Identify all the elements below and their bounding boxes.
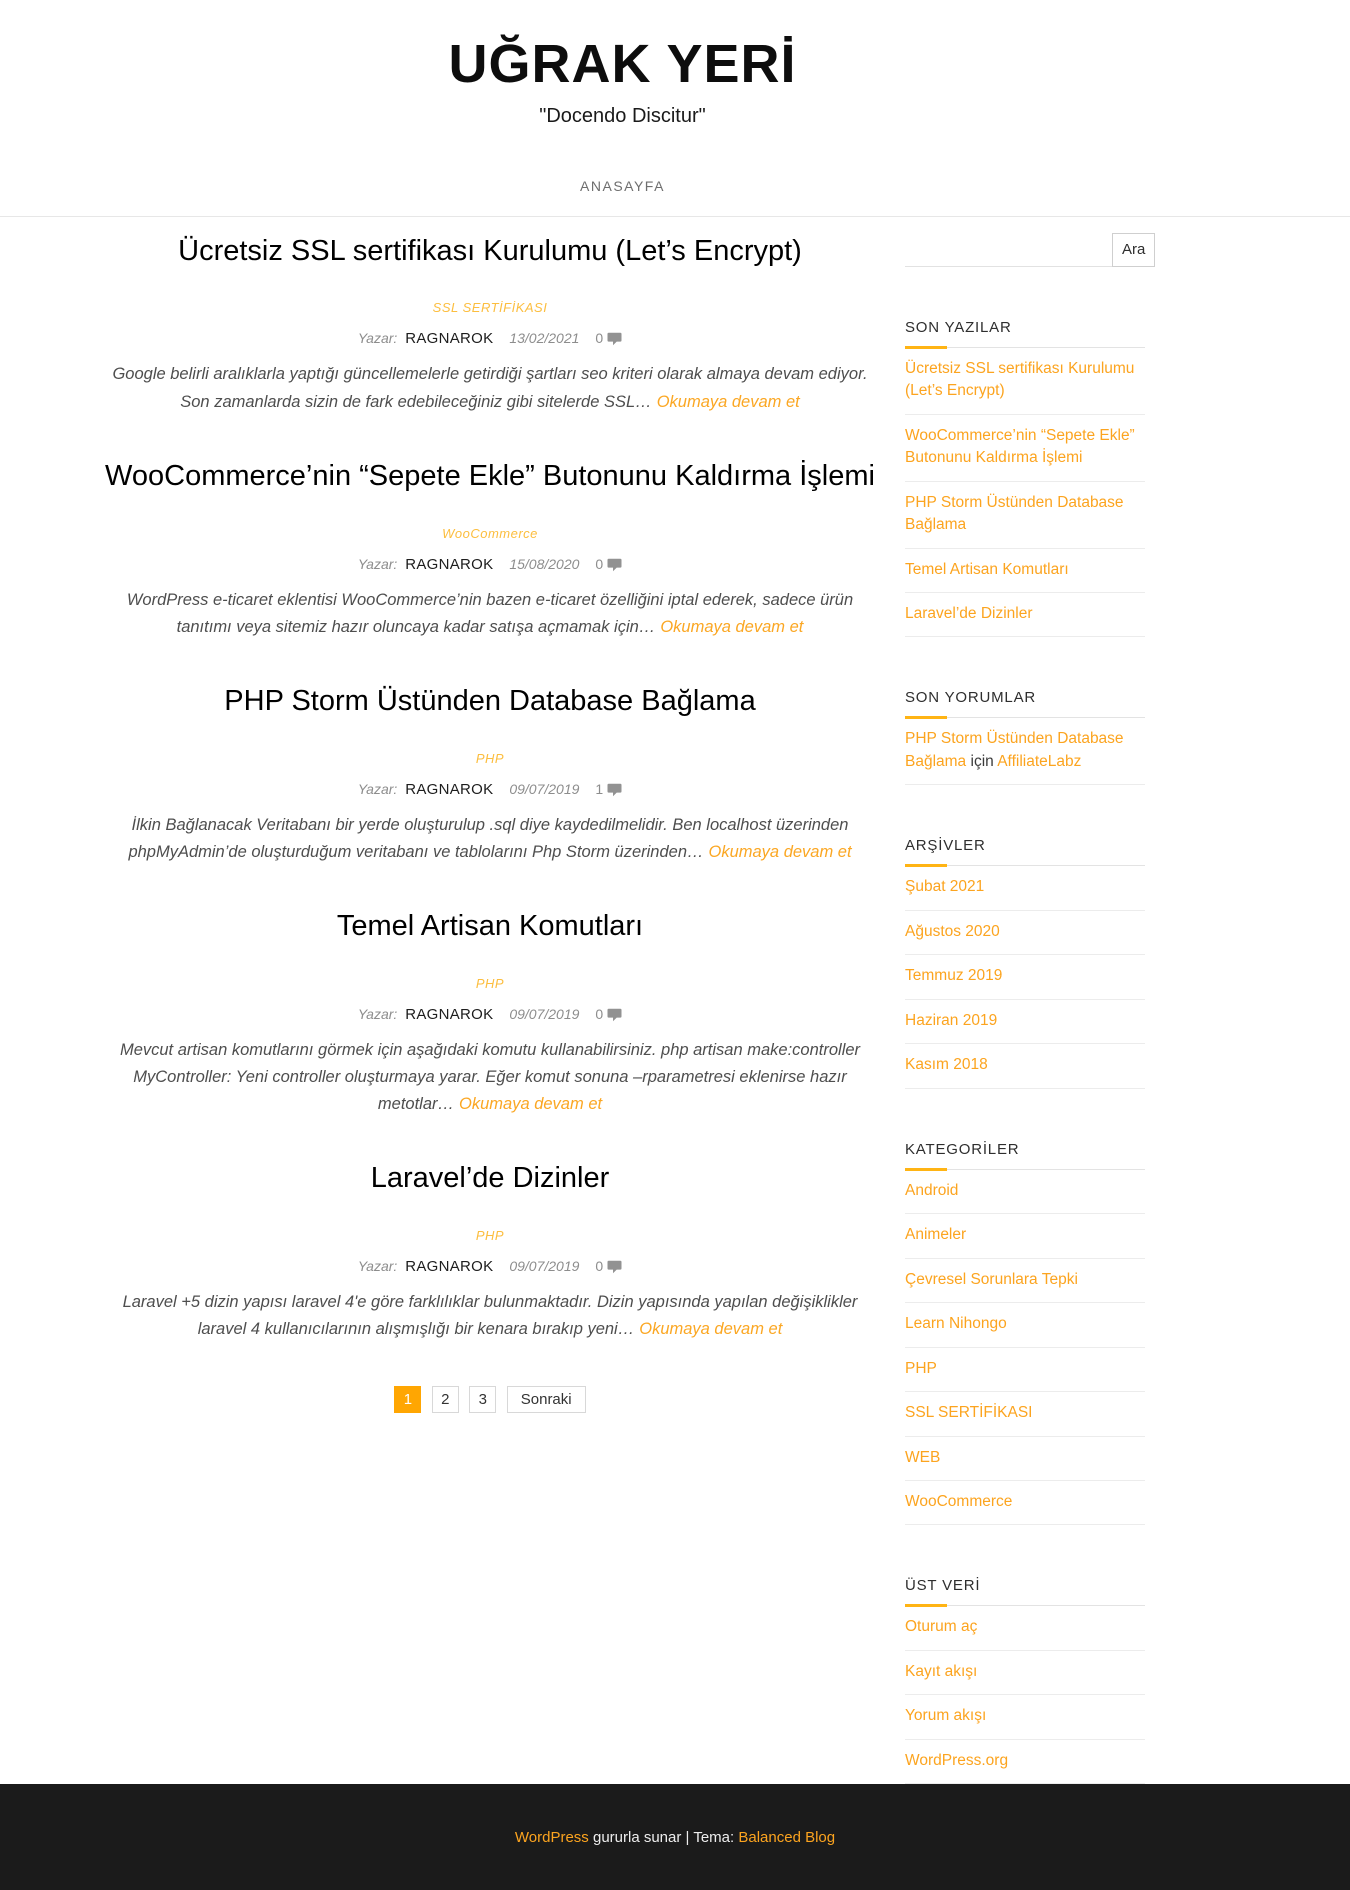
author-label: Yazar: bbox=[357, 555, 398, 572]
footer-wordpress-link[interactable]: WordPress bbox=[514, 1828, 589, 1846]
archive-item bbox=[905, 1000, 1145, 1044]
read-more-link[interactable]: Okumaya devam et bbox=[708, 842, 852, 861]
read-more-link[interactable]: Okumaya devam et bbox=[656, 392, 800, 411]
post-meta bbox=[100, 781, 880, 800]
pagination-next-button[interactable]: Sonraki bbox=[507, 1386, 586, 1413]
meta-item bbox=[905, 1695, 1145, 1739]
read-more-link[interactable]: Okumaya devam et bbox=[660, 617, 804, 636]
nav-home-link[interactable]: ANASAYFA bbox=[580, 177, 665, 194]
meta-item bbox=[905, 1740, 1145, 1784]
comment-bubble-icon bbox=[607, 784, 622, 800]
archive-link[interactable]: Şubat 2021 bbox=[905, 878, 985, 896]
post-excerpt bbox=[100, 1289, 880, 1343]
post-category-link[interactable]: PHP bbox=[475, 1228, 505, 1244]
post-meta bbox=[100, 1006, 880, 1025]
archive-link[interactable]: Temmuz 2019 bbox=[905, 967, 1003, 985]
recent-post-item bbox=[905, 415, 1145, 482]
archive-link[interactable]: Haziran 2019 bbox=[905, 1011, 998, 1029]
author-link[interactable]: RAGNAROK bbox=[405, 555, 494, 573]
recent-post-link[interactable]: Laravel’de Dizinler bbox=[905, 604, 1033, 622]
author-link[interactable]: RAGNAROK bbox=[405, 780, 494, 798]
post-meta bbox=[100, 330, 880, 349]
post-meta bbox=[100, 556, 880, 575]
comment-count-link[interactable]: 0 bbox=[595, 555, 604, 572]
author-link[interactable]: RAGNAROK bbox=[405, 1005, 494, 1023]
recent-post-item bbox=[905, 348, 1145, 415]
meta-wordpress-org-link[interactable]: WordPress.org bbox=[905, 1751, 1009, 1769]
recent-comment-post-link[interactable]: PHP Storm Üstünden Database Bağlama bbox=[905, 730, 1124, 770]
recent-post-item bbox=[905, 593, 1145, 637]
pagination-page-1-current[interactable]: 1 bbox=[394, 1386, 421, 1413]
author-label: Yazar: bbox=[357, 780, 398, 797]
category-link[interactable]: Çevresel Sorunlara Tepki bbox=[905, 1270, 1078, 1288]
category-link[interactable]: WooCommerce bbox=[905, 1493, 1013, 1510]
post-category-link[interactable]: SSL SERTİFİKASI bbox=[432, 300, 548, 316]
archive-item bbox=[905, 866, 1145, 910]
recent-comment-author-link[interactable]: AffiliateLabz bbox=[997, 752, 1082, 770]
recent-post-item bbox=[905, 482, 1145, 549]
post-category-link[interactable]: PHP bbox=[475, 750, 505, 766]
category-link[interactable]: SSL SERTİFİKASI bbox=[905, 1404, 1033, 1422]
author-link[interactable]: RAGNAROK bbox=[405, 330, 494, 348]
meta-login-link[interactable]: Oturum aç bbox=[905, 1618, 978, 1636]
category-link[interactable]: WEB bbox=[905, 1448, 941, 1466]
post-item bbox=[100, 233, 880, 416]
meta-item bbox=[905, 1651, 1145, 1695]
widget-heading: ÜST VERİ bbox=[905, 1577, 1145, 1606]
widget-categories bbox=[905, 1141, 1145, 1526]
post-excerpt bbox=[100, 587, 880, 641]
widget-heading: SON YORUMLAR bbox=[905, 689, 1145, 718]
post-excerpt bbox=[100, 812, 880, 866]
search-button[interactable]: Ara bbox=[1112, 233, 1155, 267]
recent-post-link[interactable]: WooCommerce’nin “Sepete Ekle” Butonunu Kaldırma İşlemi bbox=[905, 426, 1135, 467]
author-label: Yazar: bbox=[357, 1005, 398, 1022]
post-category-link[interactable]: PHP bbox=[475, 975, 505, 991]
recent-post-link[interactable]: Temel Artisan Komutları bbox=[905, 560, 1069, 578]
post-title[interactable]: PHP Storm Üstünden Database Bağlama bbox=[224, 684, 756, 717]
post-date-link[interactable]: 09/07/2019 bbox=[509, 1258, 580, 1275]
category-item bbox=[905, 1303, 1145, 1347]
archive-item bbox=[905, 911, 1145, 955]
post-item bbox=[100, 1160, 880, 1343]
search-form bbox=[905, 233, 1145, 267]
widget-heading: KATEGORİLER bbox=[905, 1141, 1145, 1170]
comment-count-link[interactable]: 0 bbox=[595, 330, 604, 347]
sidebar bbox=[905, 233, 1145, 1785]
pagination-page-3[interactable]: 3 bbox=[469, 1386, 496, 1413]
excerpt-text: Google belirli aralıklarla yaptığı güncellemelerle getirdiği şartları seo kriteri olarak almaya devam ediyor. Son zamanlarda sizin de fark edebileceğiniz gibi sitelerde SSL… bbox=[112, 365, 868, 411]
category-link[interactable]: PHP bbox=[905, 1359, 937, 1377]
category-item bbox=[905, 1481, 1145, 1525]
category-item bbox=[905, 1170, 1145, 1214]
meta-item bbox=[905, 1606, 1145, 1650]
post-title[interactable]: Temel Artisan Komutları bbox=[336, 910, 644, 943]
site-title[interactable]: UĞRAK YERİ bbox=[448, 34, 797, 94]
widget-archives bbox=[905, 837, 1145, 1088]
read-more-link[interactable]: Okumaya devam et bbox=[459, 1095, 603, 1114]
post-title[interactable]: Laravel’de Dizinler bbox=[370, 1162, 610, 1195]
comment-bubble-icon bbox=[607, 1261, 622, 1277]
site-header bbox=[100, 0, 1145, 216]
footer-theme-link[interactable]: Balanced Blog bbox=[738, 1828, 836, 1846]
category-item bbox=[905, 1259, 1145, 1303]
post-excerpt bbox=[100, 1037, 880, 1119]
comment-count-link[interactable]: 0 bbox=[595, 1258, 604, 1275]
post-date-link[interactable]: 09/07/2019 bbox=[509, 780, 580, 797]
recent-post-link[interactable]: Ücretsiz SSL sertifikası Kurulumu (Let’s Encrypt) bbox=[905, 359, 1135, 400]
main-nav bbox=[100, 178, 1145, 216]
post-list bbox=[100, 233, 880, 1785]
post-item bbox=[100, 458, 880, 641]
post-meta bbox=[100, 1258, 880, 1277]
excerpt-text: İlkin Bağlanacak Veritabanı bir yerde oluşturulup .sql diye kaydedilmelidir. Ben localhost üzerinden phpMyAdmin’de oluşturduğum veritabanı ve tablolarını Php Storm üzerinden… bbox=[128, 815, 849, 861]
archive-link[interactable]: Kasım 2018 bbox=[905, 1056, 988, 1074]
footer-credit-text: gururla sunar | Tema: bbox=[592, 1828, 735, 1846]
archive-link[interactable]: Ağustos 2020 bbox=[905, 922, 1000, 940]
widget-heading: SON YAZILAR bbox=[905, 319, 1145, 348]
widget-recent-comments bbox=[905, 689, 1145, 785]
category-item bbox=[905, 1214, 1145, 1258]
category-link[interactable]: Android bbox=[905, 1181, 959, 1199]
category-item bbox=[905, 1348, 1145, 1392]
meta-entries-feed-link[interactable]: Kayıt akışı bbox=[905, 1662, 978, 1680]
comment-bubble-icon bbox=[607, 333, 622, 349]
header-band bbox=[0, 0, 1350, 217]
comment-count-link[interactable]: 0 bbox=[595, 1005, 604, 1022]
comment-count-link[interactable]: 1 bbox=[595, 780, 604, 797]
category-link[interactable]: Learn Nihongo bbox=[905, 1315, 1007, 1333]
excerpt-text: Mevcut artisan komutlarını görmek için aşağıdaki komutu kullanabilirsiniz. php artisan make:controller MyController: Yeni controller oluşturmaya yarar. Eğer komut sonuna –rparametresi eklenirse hazır metotlar… bbox=[119, 1040, 861, 1114]
post-date-link[interactable]: 13/02/2021 bbox=[509, 330, 580, 347]
comment-bubble-icon bbox=[607, 559, 622, 575]
author-label: Yazar: bbox=[357, 330, 398, 347]
site-footer bbox=[0, 1784, 1350, 1890]
excerpt-text: WordPress e-ticaret eklentisi WooCommerce’nin bazen e-ticaret özelliğini iptal ederek, sadece ürün tanıtımı veya sitemiz hazır oluncaya kadar satışa açmamak için… bbox=[126, 590, 854, 636]
post-item bbox=[100, 908, 880, 1118]
archive-item bbox=[905, 1044, 1145, 1088]
comment-bubble-icon bbox=[607, 1009, 622, 1025]
widget-meta bbox=[905, 1577, 1145, 1784]
post-date-link[interactable]: 09/07/2019 bbox=[509, 1005, 580, 1022]
widget-heading: ARŞİVLER bbox=[905, 837, 1145, 866]
author-link[interactable]: RAGNAROK bbox=[405, 1258, 494, 1276]
category-link[interactable]: Animeler bbox=[905, 1226, 967, 1244]
meta-comments-feed-link[interactable]: Yorum akışı bbox=[905, 1707, 987, 1725]
site-tagline: "Docendo Discitur" bbox=[539, 104, 706, 127]
post-date-link[interactable]: 15/08/2020 bbox=[509, 555, 580, 572]
widget-recent-posts bbox=[905, 319, 1145, 638]
recent-post-item bbox=[905, 549, 1145, 593]
pagination bbox=[100, 1386, 880, 1413]
read-more-link[interactable]: Okumaya devam et bbox=[639, 1320, 783, 1339]
category-item bbox=[905, 1392, 1145, 1436]
post-category-link[interactable]: WooCommerce bbox=[442, 525, 538, 541]
search-input[interactable] bbox=[905, 233, 1112, 267]
archive-item bbox=[905, 955, 1145, 999]
post-title[interactable]: Ücretsiz SSL sertifikası Kurulumu (Let’s Encrypt) bbox=[178, 234, 802, 267]
category-item bbox=[905, 1437, 1145, 1481]
recent-comment-connector: için bbox=[970, 752, 994, 770]
excerpt-text: Laravel +5 dizin yapısı laravel 4'e göre farklılıklar bulunmaktadır. Dizin yapısında yapılan değişiklikler laravel 4 kullanıcılarının alışmışlığı bir kenara bırakıp yeni… bbox=[122, 1293, 858, 1339]
recent-post-link[interactable]: PHP Storm Üstünden Database Bağlama bbox=[905, 493, 1124, 534]
author-label: Yazar: bbox=[357, 1258, 398, 1275]
post-excerpt bbox=[100, 361, 880, 415]
recent-comment-item bbox=[905, 718, 1145, 785]
post-title[interactable]: WooCommerce’nin “Sepete Ekle” Butonunu Kaldırma İşlemi bbox=[105, 459, 875, 492]
post-item bbox=[100, 683, 880, 866]
pagination-page-2[interactable]: 2 bbox=[432, 1386, 459, 1413]
